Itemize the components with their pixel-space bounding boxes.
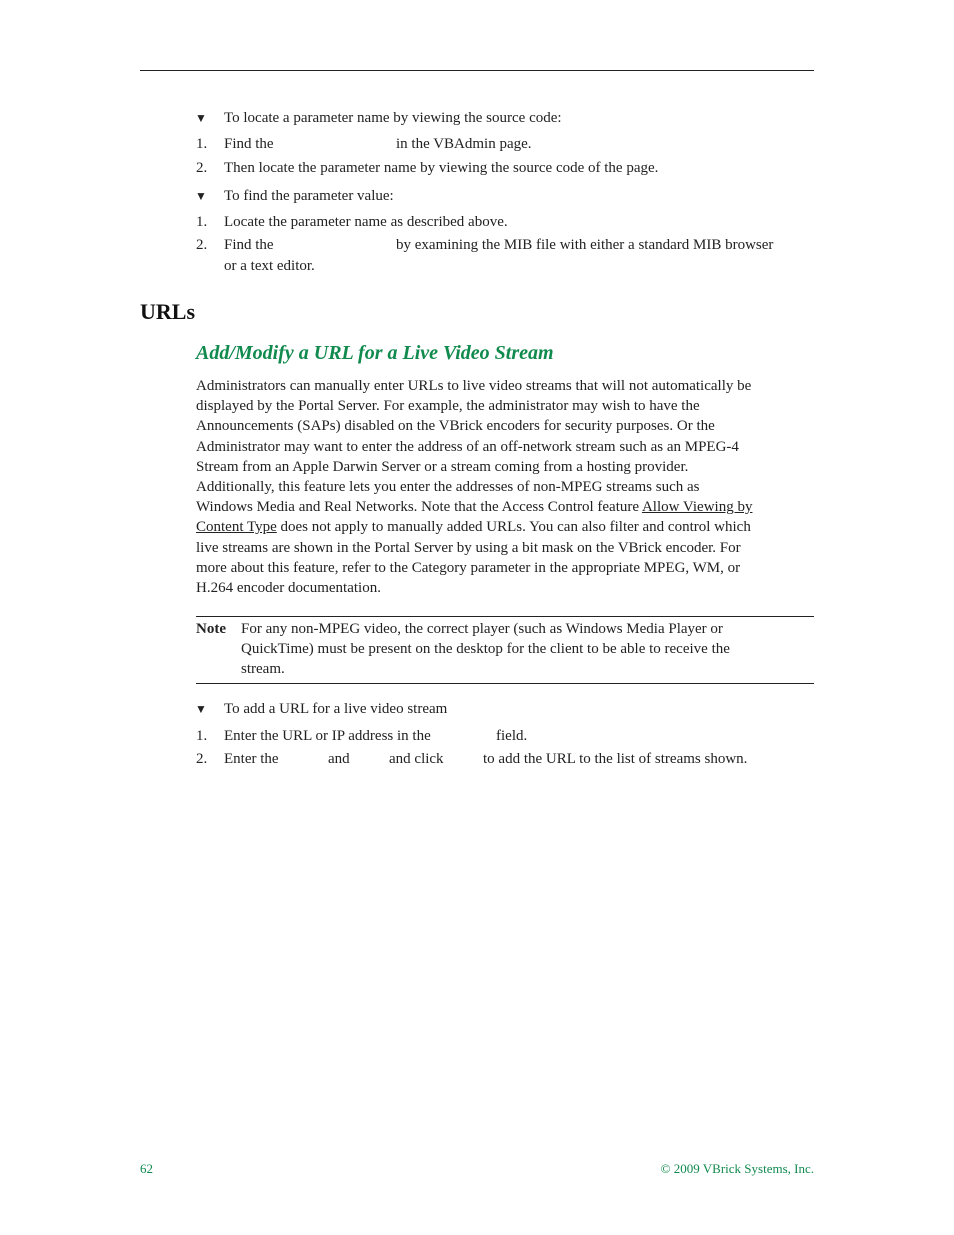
paragraph-line: Administrator may want to enter the address of an off-network stream such as an MPEG-4	[196, 438, 739, 455]
note-text: For any non-MPEG video, the correct player (such as Windows Media Player or	[241, 621, 723, 637]
step-text: in the VBAdmin page.	[396, 136, 532, 152]
step-text: field.	[496, 728, 528, 744]
content-type-link[interactable]: Content Type	[196, 519, 277, 536]
paragraph-line: Stream from an Apple Darwin Server or a stream coming from a hosting provider.	[196, 458, 689, 475]
step-number: 1.	[196, 728, 208, 744]
step-text: Enter the	[224, 751, 279, 767]
paragraph-line: Administrators can manually enter URLs to live video streams that will not automatically be	[196, 378, 752, 394]
step-text: or a text editor.	[224, 258, 315, 274]
paragraph-line: H.264 encoder documentation.	[196, 580, 381, 597]
paragraph-line	[196, 497, 814, 517]
note-label: Note	[196, 621, 226, 637]
paragraph-line: live streams are shown in the Portal Server by using a bit mask on the VBrick encoder. For	[196, 539, 741, 556]
header-rule	[140, 70, 814, 71]
task-heading: To find the parameter value:	[224, 188, 394, 204]
paragraph-text: Windows Media and Real Networks. Note that the Access Control feature	[196, 499, 642, 516]
step-number: 1.	[196, 214, 208, 230]
body-paragraph	[196, 376, 814, 598]
step-text: Find the	[224, 136, 274, 152]
step-text: Find the	[224, 237, 274, 253]
step-number: 1.	[196, 136, 208, 152]
paragraph-line: more about this feature, refer to the Category parameter in the appropriate MPEG, WM, or	[196, 559, 741, 576]
step-number: 2.	[196, 751, 208, 767]
section-heading: URLs	[140, 299, 196, 324]
step-number: 2.	[196, 160, 208, 176]
paragraph-line: displayed by the Portal Server. For example, the administrator may wish to have the	[196, 398, 700, 415]
note-text: stream.	[241, 661, 285, 677]
page-number: 62	[140, 1161, 153, 1176]
copyright: © 2009 VBrick Systems, Inc.	[660, 1161, 814, 1176]
allow-viewing-link[interactable]: Allow Viewing by	[641, 499, 753, 516]
step-text: Then locate the parameter name by viewing the source code of the page.	[224, 160, 659, 176]
step-text: Enter the URL or IP address in the	[224, 728, 431, 744]
paragraph-line: Announcements (SAPs) disabled on the VBrick encoders for security purposes. Or the	[196, 418, 715, 435]
step-text: and	[328, 751, 350, 767]
step-text: and click	[389, 751, 444, 767]
subsection-heading: Add/Modify a URL for a Live Video Stream	[196, 342, 554, 364]
step-text: by examining the MIB file with either a standard MIB browser	[396, 237, 774, 253]
task-bullet-icon: ▼	[195, 111, 207, 125]
task-bullet-icon: ▼	[195, 189, 207, 203]
task-heading: To add a URL for a live video stream	[224, 701, 448, 717]
note-text: QuickTime) must be present on the desktop for the client to be able to receive the	[241, 641, 730, 657]
paragraph-line: Additionally, this feature lets you enter the addresses of non-MPEG streams such as	[196, 479, 700, 496]
task-heading: To locate a parameter name by viewing the source code:	[224, 110, 562, 126]
step-text: to add the URL to the list of streams shown.	[483, 751, 748, 767]
step-text: Locate the parameter name as described above.	[224, 214, 508, 230]
task-bullet-icon: ▼	[195, 702, 207, 716]
paragraph-text: does not apply to manually added URLs. You can also filter and control which	[276, 519, 751, 536]
step-number: 2.	[196, 237, 208, 253]
paragraph-line	[196, 517, 814, 537]
